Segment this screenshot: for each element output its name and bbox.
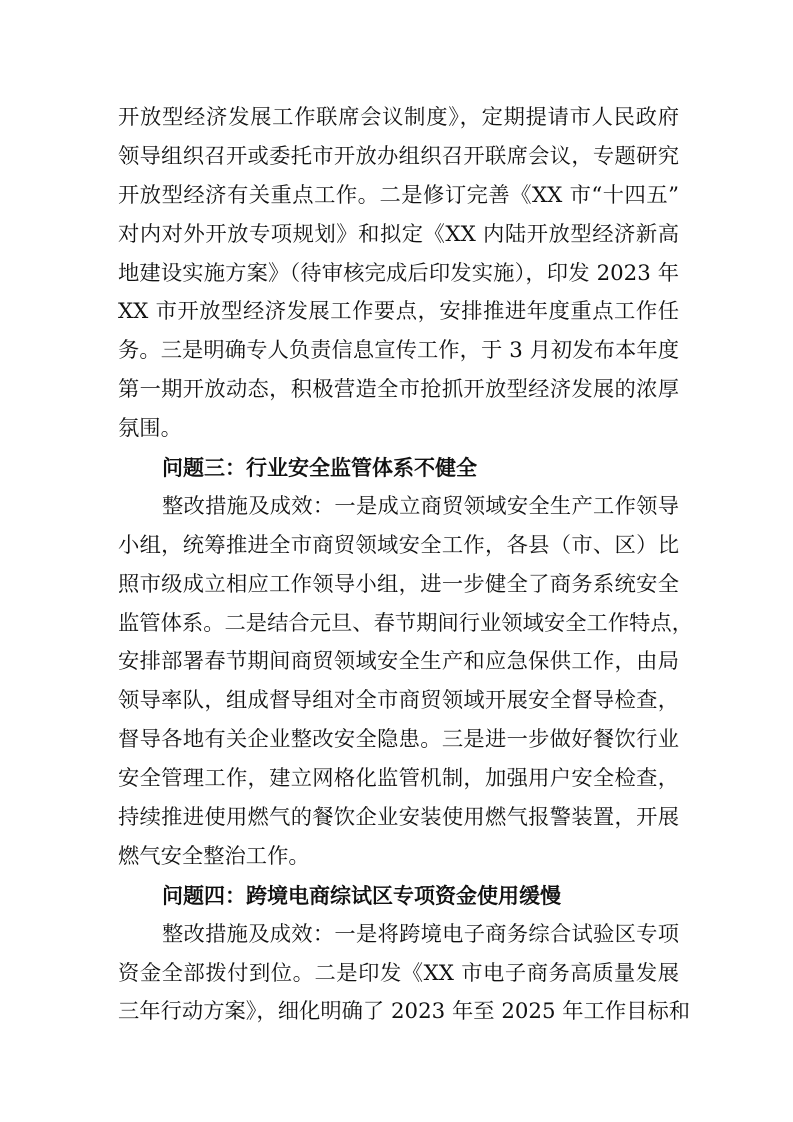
paragraph-issue-4-measures bbox=[118, 916, 691, 1033]
text-line: 照市级成立相应工作领导小组，进一步健全了商务系统安全 bbox=[118, 571, 679, 597]
text-line: 氛围。 bbox=[118, 416, 182, 442]
text-line: 小组，统筹推进全市商贸领域安全工作，各县（市、区）比 bbox=[118, 532, 679, 558]
text-line: 领导组织召开或委托市开放办组织召开联席会议，专题研究 bbox=[118, 143, 679, 169]
text-line: 对内对外开放专项规划》和拟定《XX 内陆开放型经济新高 bbox=[118, 221, 679, 247]
text-line: 安全管理工作，建立网格化监管机制，加强用户安全检查， bbox=[118, 766, 679, 792]
text-line: 领导率队，组成督导组对全市商贸领域开展安全督导检查， bbox=[118, 688, 679, 714]
text-line: 整改措施及成效：一是成立商贸领域安全生产工作领导 bbox=[162, 493, 679, 519]
text-line: 整改措施及成效：一是将跨境电子商务综合试验区专项 bbox=[162, 921, 679, 947]
text-line: 持续推进使用燃气的餐饮企业安装使用燃气报警装置，开展 bbox=[118, 805, 679, 831]
text-line: 开放型经济发展工作联席会议制度》，定期提请市人民政府 bbox=[118, 105, 679, 130]
text-line: XX 市开放型经济发展工作要点，安排推进年度重点工作任 bbox=[118, 299, 679, 325]
text-line: 安排部署春节期间商贸领域安全生产和应急保供工作，由局 bbox=[118, 649, 679, 675]
text-line: 第一期开放动态，积极营造全市抢抓开放型经济发展的浓厚 bbox=[118, 377, 679, 403]
document-page bbox=[118, 99, 694, 1032]
text-line: 燃气安全整治工作。 bbox=[118, 843, 310, 869]
text-line: 地建设实施方案》（待审核完成后印发实施），印发 2023 年 bbox=[118, 260, 679, 286]
paragraph-open-economy bbox=[118, 99, 679, 449]
paragraph-issue-3-measures bbox=[118, 488, 694, 877]
section-heading-issue-4: 问题四：跨境电商综试区专项资金使用缓慢 bbox=[162, 883, 561, 908]
text-line: 监管体系。二是结合元旦、春节期间行业领域安全工作特点， bbox=[118, 610, 694, 636]
text-line: 开放型经济有关重点工作。二是修订完善《XX 市“十四五” bbox=[118, 182, 679, 208]
section-heading-issue-3: 问题三：行业安全监管体系不健全 bbox=[162, 456, 477, 481]
text-line: 三年行动方案》，细化明确了 2023 年至 2025 年工作目标和 bbox=[118, 999, 691, 1025]
text-line: 督导各地有关企业整改安全隐患。三是进一步做好餐饮行业 bbox=[118, 727, 679, 753]
text-line: 资金全部拨付到位。二是印发《XX 市电子商务高质量发展 bbox=[118, 960, 679, 986]
text-line: 务。三是明确专人负责信息宣传工作，于 3 月初发布本年度 bbox=[118, 338, 679, 364]
